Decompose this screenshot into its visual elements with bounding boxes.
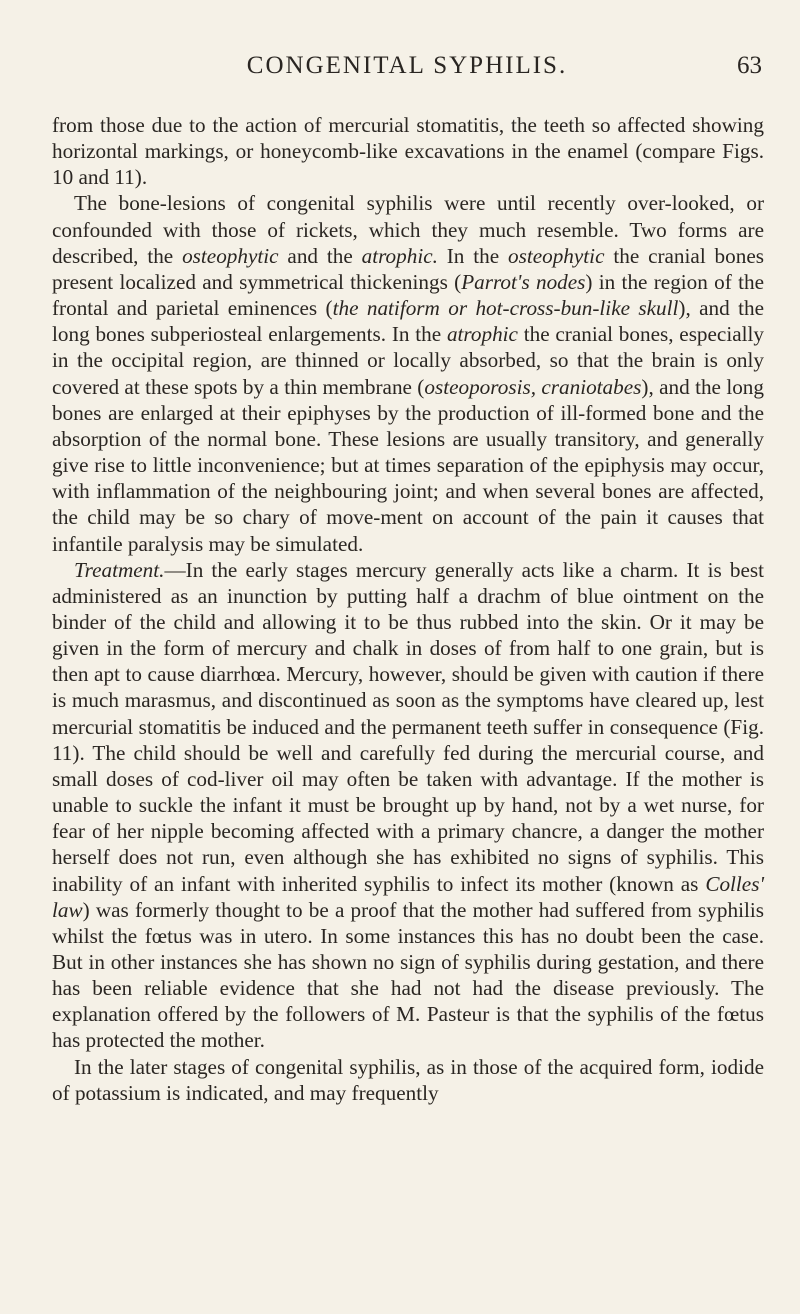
paragraph	[52, 557, 764, 1054]
text-run: In the	[437, 243, 508, 268]
italic-text: Parrot's nodes	[461, 269, 586, 294]
text-run: ) in the region of the frontal and parietal eminences (	[52, 269, 764, 321]
text-run: from those due to the action of mercurial stomatitis, the teeth so affected showing horizontal markings, or honeycomb-like excavations in the enamel (compare Figs. 10 and 11).	[52, 113, 764, 190]
italic-text: atrophic	[446, 322, 518, 347]
italic-text: osteophytic	[182, 243, 279, 268]
running-head	[52, 52, 762, 92]
paragraph	[52, 190, 764, 556]
text-run: the cranial bones, especially in the occipital region, are thinned or locally absorbed, so that the brain is only covered at these spots by a thin membrane (	[52, 322, 764, 399]
italic-text: osteoporosis, craniotabes	[424, 374, 642, 399]
body-text	[52, 112, 764, 1106]
text-run: the cranial bones present localized and symmetrical thickenings (	[52, 243, 764, 294]
text-run: In the later stages of congenital syphilis, as in those of the acquired form, iodide of potassium is indicated, and may frequently	[52, 1054, 764, 1105]
paragraph	[52, 1054, 764, 1106]
text-run: ), and the long bones are enlarged at their epiphyses by the production of ill-formed bone and the absorption of the normal bone. These lesions are usually transitory, and generally give rise to little inconvenience; but at times separation of the epiphysis may occur, with inflammation of the neighbouring joint; and when several bones are affected, the child may be so chary of move-ment on account of the pain it causes that infantile paralysis may be simulated.	[52, 374, 764, 556]
italic-text: Treatment.	[74, 557, 165, 582]
page-number: 63	[737, 52, 762, 79]
italic-text: the natiform or hot-cross-bun-like skull	[332, 296, 679, 321]
text-run: ), and the long bones subperiosteal enlargements. In the	[52, 296, 764, 347]
text-run: —In the early stages mercury generally acts like a charm. It is best administered as an inunction by putting half a drachm of blue ointment on the binder of the child and allowing it to be thus rubbed into the skin. Or it may be given in the form of mercury and chalk in doses of from half to one grain, but is then apt to cause diarrhœa. Mercury, however, should be given with caution if there is much marasmus, and discontinued as soon as the symptoms have cleared up, lest mercurial stomatitis be induced and the permanent teeth suffer in consequence (Fig. 11). The child should be well and carefully fed during the mercurial course, and small doses of cod-liver oil may often be taken with advantage. If the mother is unable to suckle the infant it must be brought up by hand, not by a wet nurse, for fear of her nipple becoming affected with a primary chancre, a danger the mother herself does not run, even although she has exhibited no signs of syphilis. This inability of an infant with inherited syphilis to infect its mother (known as	[52, 557, 764, 896]
text-run: The bone-lesions of congenital syphilis were until recently over-looked, or confounded with those of rickets, which they much resemble. Two forms are described, the	[52, 191, 764, 268]
running-title: CONGENITAL SYPHILIS.	[246, 52, 568, 79]
italic-text: osteophytic	[507, 243, 605, 268]
text-run: ) was formerly thought to be a proof that the mother had suffered from syphilis whilst the fœtus was in utero. In some instances this has no doubt been the case. But in other instances she has shown no sign of syphilis during gestation, and there has been reliable evidence that she had not had the disease previously. The explanation offered by the followers of M. Pasteur is that the syphilis of the fœtus has protected the mother.	[52, 897, 764, 1053]
italic-text: Colles' law	[52, 871, 764, 922]
text-run: and the	[278, 243, 362, 268]
paragraph	[52, 112, 764, 190]
italic-text: atrophic.	[361, 243, 438, 268]
